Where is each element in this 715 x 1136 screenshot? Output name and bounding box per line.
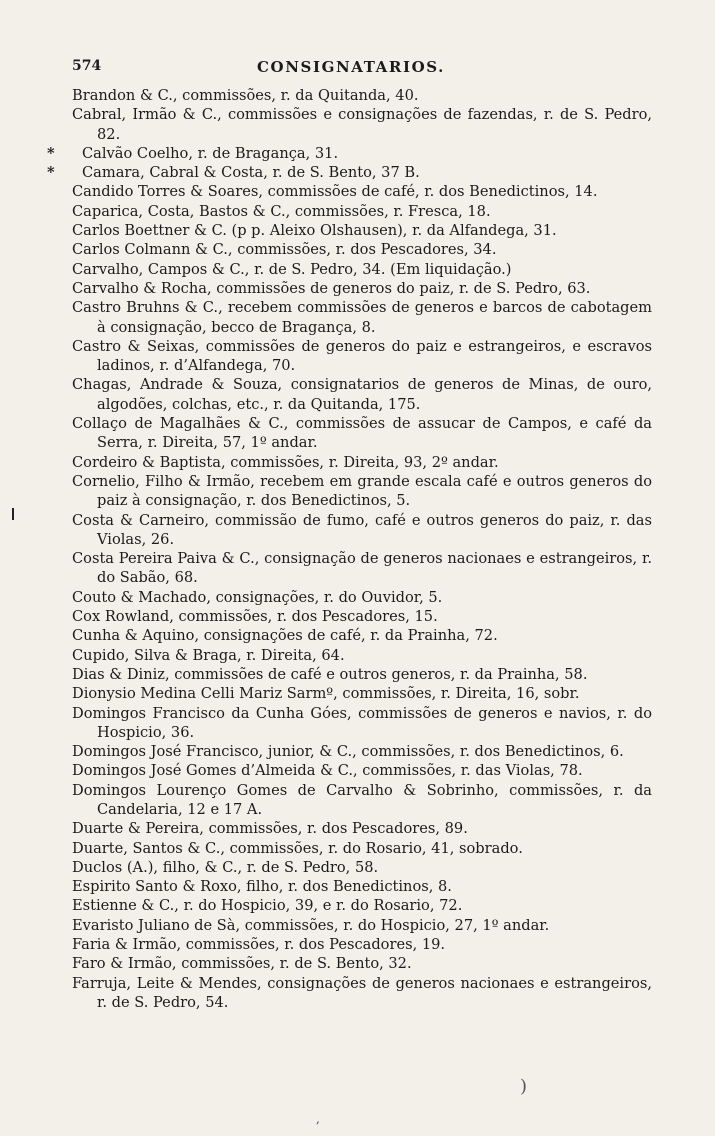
directory-entry (72, 182, 652, 201)
directory-entry (72, 974, 652, 1013)
directory-entry (72, 414, 652, 453)
entry-text: Domingos Lourenço Gomes de Carvalho & Sobrinho, commissões, r. da Candelaria, 12 e 17 A. (72, 781, 652, 818)
directory-entry (72, 954, 652, 973)
directory-entry (72, 742, 652, 761)
entry-text: Brandon & C., commissões, r. da Quitanda, 40. (72, 87, 419, 104)
directory-entry (72, 704, 652, 743)
margin-mark (12, 508, 14, 520)
entry-text: Cornelio, Filho & Irmão, recebem em grande escala café e outros generos do paiz à consignação, r. dos Benedictinos, 5. (72, 472, 652, 510)
asterisk-marker: * (47, 144, 55, 162)
entry-text: Espirito Santo & Roxo, filho, r. dos Benedictinos, 8. (72, 878, 452, 896)
entry-text: Calvão Coelho, r. de Bragança, 31. (82, 144, 339, 162)
entry-text: Costa & Carneiro, commissão de fumo, café e outros generos do paiz, r. das Violas, 26. (72, 511, 652, 548)
entry-text: Carvalho, Campos & C., r. de S. Pedro, 34. (Em liquidação.) (72, 260, 512, 278)
entry-text: Duarte, Santos & C., commissões, r. do Rosario, 41, sobrado. (72, 839, 523, 857)
entry-text: Duclos (A.), filho, & C., r. de S. Pedro, 58. (72, 858, 379, 876)
directory-entry (72, 858, 652, 877)
entry-text: Cox Rowland, commissões, r. dos Pescadores, 15. (72, 608, 438, 626)
directory-entry (72, 684, 652, 703)
directory-entry (72, 472, 652, 511)
directory-entry (47, 163, 652, 182)
entry-text: Cabral, Irmão & C., commissões e consignações de fazendas, r. de S. Pedro, 82. (72, 106, 652, 143)
entry-text: Couto & Machado, consignações, r. do Ouvidor, 5. (72, 588, 443, 606)
entry-text: Cupido, Silva & Braga, r. Direita, 64. (72, 646, 345, 664)
entry-text: Faria & Irmão, commissões, r. dos Pescadores, 19. (72, 936, 446, 954)
directory-entry (72, 279, 652, 298)
entry-text: Domingos José Gomes d’Almeida & C., commissões, r. das Violas, 78. (72, 762, 583, 780)
directory-entry (72, 607, 652, 626)
directory-entry (72, 877, 652, 896)
directory-entry (72, 260, 652, 279)
directory-entry (72, 298, 652, 337)
entry-text: Carlos Colmann & C., commissões, r. dos Pescadores, 34. (72, 241, 497, 259)
entry-text: Cordeiro & Baptista, commissões, r. Direita, 93, 2º andar. (72, 453, 499, 471)
entry-text: Castro & Seixas, commissões de generos do paiz e estrangeiros, e escravos ladinos, r. d’Alfandega, 70. (72, 337, 652, 375)
directory-entry (72, 839, 652, 858)
entry-text: Cunha & Aquino, consignações de café, r. da Prainha, 72. (72, 627, 498, 645)
bottom-scribble: ) (520, 1076, 528, 1097)
directory-entry (72, 453, 652, 472)
directory-entry (72, 665, 652, 684)
directory-entry (72, 819, 652, 838)
bottom-speck: , (316, 1112, 320, 1126)
directory-entry (72, 781, 652, 820)
directory-entry (72, 896, 652, 915)
page-number: 574 (72, 58, 102, 74)
directory-entry (72, 761, 652, 780)
entry-text: Estienne & C., r. do Hospicio, 39, e r. do Rosario, 72. (72, 897, 463, 915)
directory-entry (72, 202, 652, 221)
entry-text: Caparica, Costa, Bastos & C., commissões, r. Fresca, 18. (72, 202, 491, 220)
directory-entries (47, 86, 652, 1012)
entry-text: Camara, Cabral & Costa, r. de S. Bento, 37 B. (82, 164, 420, 182)
entry-text: Carlos Boettner & C. (p p. Aleixo Olshausen), r. da Alfandega, 31. (72, 222, 557, 240)
directory-entry (72, 626, 652, 645)
directory-entry (72, 86, 652, 105)
entry-text: Domingos Francisco da Cunha Góes, commissões de generos e navios, r. do Hospicio, 36. (72, 704, 652, 741)
directory-entry (72, 221, 652, 240)
entry-text: Duarte & Pereira, commissões, r. dos Pescadores, 89. (72, 820, 468, 838)
entry-text: Chagas, Andrade & Souza, consignatarios de generos de Minas, de ouro, algodões, colchas, etc., r. da Quitanda, 175. (72, 376, 652, 413)
entry-text: Candido Torres & Soares, commissões de café, r. dos Benedictinos, 14. (72, 183, 598, 201)
directory-entry (72, 375, 652, 414)
directory-entry (72, 916, 652, 935)
asterisk-marker: * (47, 164, 55, 182)
entry-text: Farruja, Leite & Mendes, consignações de generos nacionaes e estrangeiros, r. de S. Pedro, 54. (72, 974, 652, 1011)
directory-entry (72, 337, 652, 376)
directory-entry (72, 588, 652, 607)
running-title: CONSIGNATARIOS. (257, 58, 445, 76)
directory-entry (72, 511, 652, 550)
directory-entry (72, 935, 652, 954)
entry-text: Domingos José Francisco, junior, & C., commissões, r. dos Benedictinos, 6. (72, 743, 624, 761)
directory-entry (72, 549, 652, 588)
entry-text: Carvalho & Rocha, commissões de generos do paiz, r. de S. Pedro, 63. (72, 279, 591, 297)
entry-text: Faro & Irmão, commissões, r. de S. Bento, 32. (72, 955, 412, 973)
directory-entry (47, 144, 652, 163)
entry-text: Evaristo Juliano de Sà, commissões, r. do Hospicio, 27, 1º andar. (72, 916, 550, 934)
directory-entry (72, 240, 652, 259)
entry-text: Dias & Diniz, commissões de café e outros generos, r. da Prainha, 58. (72, 665, 588, 683)
entry-text: Castro Bruhns & C., recebem commissões de generos e barcos de cabotagem à consignação, becco de Bragança, 8. (72, 299, 652, 336)
directory-entry (72, 646, 652, 665)
entry-text: Collaço de Magalhães & C., commissões de assucar de Campos, e café da Serra, r. Direita, 57, 1º andar. (72, 415, 652, 452)
page-header (72, 58, 662, 82)
directory-entry (72, 105, 652, 144)
entry-text: Dionysio Medina Celli Mariz Sarmº, commissões, r. Direita, 16, sobr. (72, 685, 580, 703)
entry-text: Costa Pereira Paiva & C., consignação de generos nacionaes e estrangeiros, r. do Sabão, 68. (72, 550, 652, 587)
